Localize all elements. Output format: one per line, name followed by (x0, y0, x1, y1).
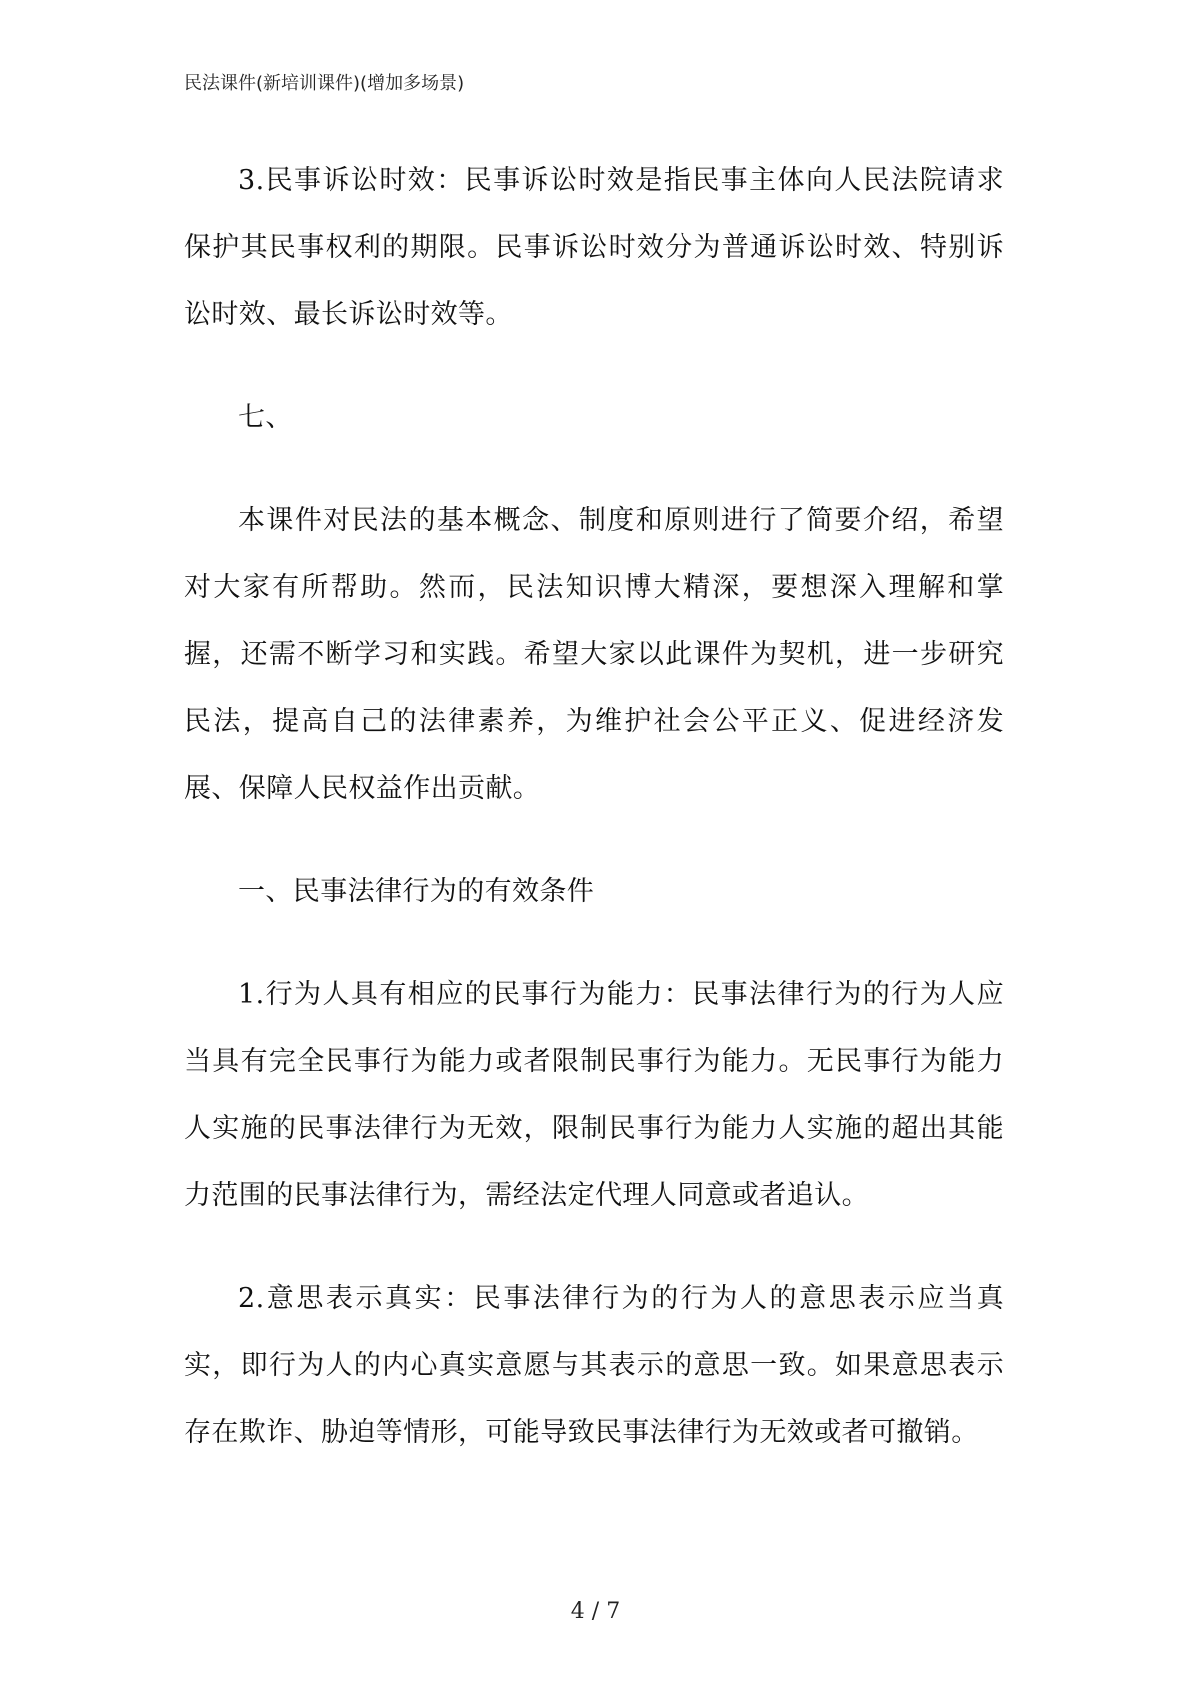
section-heading-validity-conditions: 一、民事法律行为的有效条件 (238, 876, 595, 907)
paragraph-capacity: 1.行为人具有相应的民事行为能力：民事法律行为的行为人应当具有完全民事行为能力或者限制民事行为能力。无民事行为能力人实施的民事法律行为无效，限制民事行为能力人实施的超出其能力范围的民事法律行为，需经法定代理人同意或者追认。 (184, 979, 1004, 1211)
paragraph-statute-of-limitations: 3.民事诉讼时效：民事诉讼时效是指民事主体向人民法院请求保护其民事权利的期限。民事诉讼时效分为普通诉讼时效、特别诉讼时效、最长诉讼时效等。 (184, 165, 1004, 330)
section-heading-seven: 七、 (238, 402, 293, 433)
paragraph-conclusion: 本课件对民法的基本概念、制度和原则进行了简要介绍，希望对大家有所帮助。然而，民法知识博大精深，要想深入理解和掌握，还需不断学习和实践。希望大家以此课件为契机，进一步研究民法，提高自己的法律素养，为维护社会公平正义、促进经济发展、保障人民权益作出贡献。 (184, 505, 1004, 804)
page-number: 4 / 7 (570, 1599, 621, 1624)
page-header: 民法课件(新培训课件)(增加多场景) (184, 73, 465, 94)
document-body (184, 147, 1004, 1466)
paragraph-true-intention: 2.意思表示真实：民事法律行为的行为人的意思表示应当真实，即行为人的内心真实意愿与其表示的意思一致。如果意思表示存在欺诈、胁迫等情形，可能导致民事法律行为无效或者可撤销。 (184, 1283, 1004, 1448)
